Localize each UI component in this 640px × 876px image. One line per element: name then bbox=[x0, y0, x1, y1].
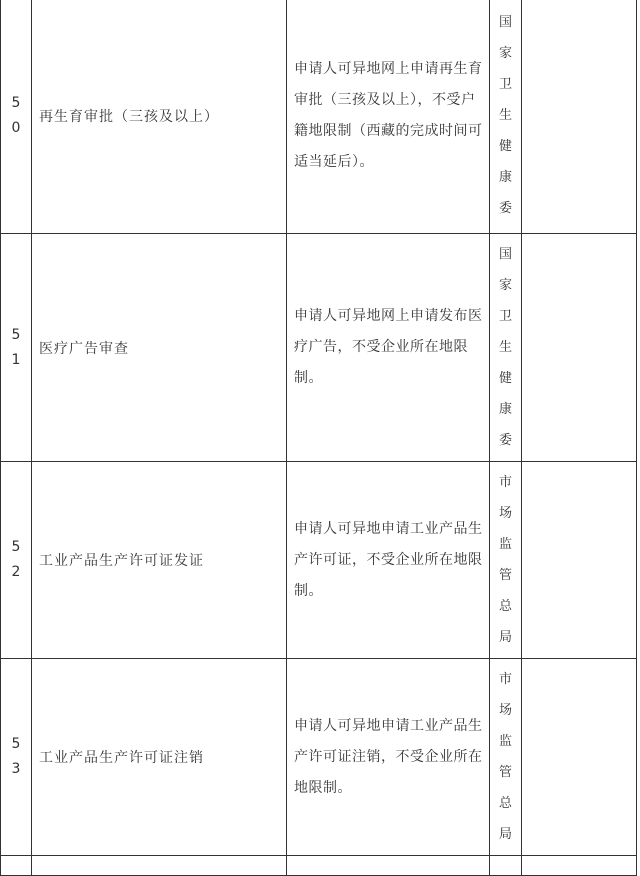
department: 国家卫生健康委 bbox=[498, 247, 512, 448]
empty-cell bbox=[522, 234, 637, 462]
table-row bbox=[1, 462, 637, 659]
empty-cell bbox=[522, 659, 637, 856]
item-name: 工业产品生产许可证发证 bbox=[32, 462, 287, 659]
row-number: 51 bbox=[11, 326, 21, 368]
item-name: 医疗广告审查 bbox=[32, 234, 287, 462]
row-number: 52 bbox=[11, 539, 21, 580]
item-description: 申请人可异地网上申请发布医疗广告，不受企业所在地限制。 bbox=[287, 234, 490, 462]
table-row bbox=[1, 234, 637, 462]
item-description: 申请人可异地网上申请再生育审批（三孩及以上），不受户籍地限制（西藏的完成时间可适当延后）。 bbox=[287, 0, 490, 234]
row-number-cell bbox=[1, 0, 32, 234]
item-name: 再生育审批（三孩及以上） bbox=[32, 0, 287, 234]
row-number-cell bbox=[1, 659, 32, 856]
empty-cell bbox=[522, 0, 637, 234]
row-number: 50 bbox=[11, 94, 21, 136]
table-row bbox=[1, 0, 637, 234]
table-row bbox=[1, 659, 637, 856]
department: 国家卫生健康委 bbox=[498, 15, 512, 216]
empty-cell bbox=[522, 462, 637, 659]
item-description: 申请人可异地申请工业产品生产许可证，不受企业所在地限制。 bbox=[287, 462, 490, 659]
row-number: 53 bbox=[11, 736, 21, 777]
row-number-cell bbox=[1, 462, 32, 659]
row-number-cell bbox=[1, 234, 32, 462]
department: 市场监管总局 bbox=[498, 672, 512, 842]
department-cell bbox=[490, 659, 522, 856]
department: 市场监管总局 bbox=[498, 475, 512, 645]
department-cell bbox=[490, 462, 522, 659]
item-description: 申请人可异地申请工业产品生产许可证注销，不受企业所在地限制。 bbox=[287, 659, 490, 856]
department-cell bbox=[490, 234, 522, 462]
item-name: 工业产品生产许可证注销 bbox=[32, 659, 287, 856]
department-cell bbox=[490, 0, 522, 234]
